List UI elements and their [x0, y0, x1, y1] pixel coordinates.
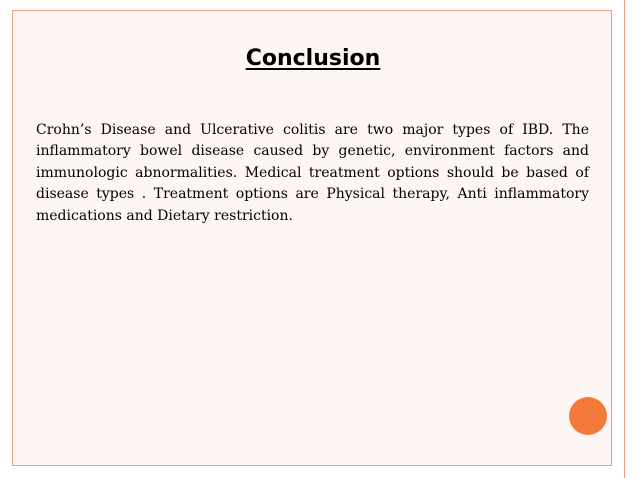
decorative-vertical-line — [624, 0, 625, 478]
decorative-orange-circle — [569, 397, 607, 435]
slide-body-text: Crohn’s Disease and Ulcerative colitis are two major types of IBD. The inflammatory bowel disease caused by genetic, environment factors and immunologic abnormalities. Medical treatment options should be based of disease types . Treatment options are Physical therapy, Anti inflammatory medications and Dietary restriction. — [36, 122, 589, 224]
slide-title: Conclusion — [245, 46, 381, 71]
slide-frame — [12, 10, 612, 466]
